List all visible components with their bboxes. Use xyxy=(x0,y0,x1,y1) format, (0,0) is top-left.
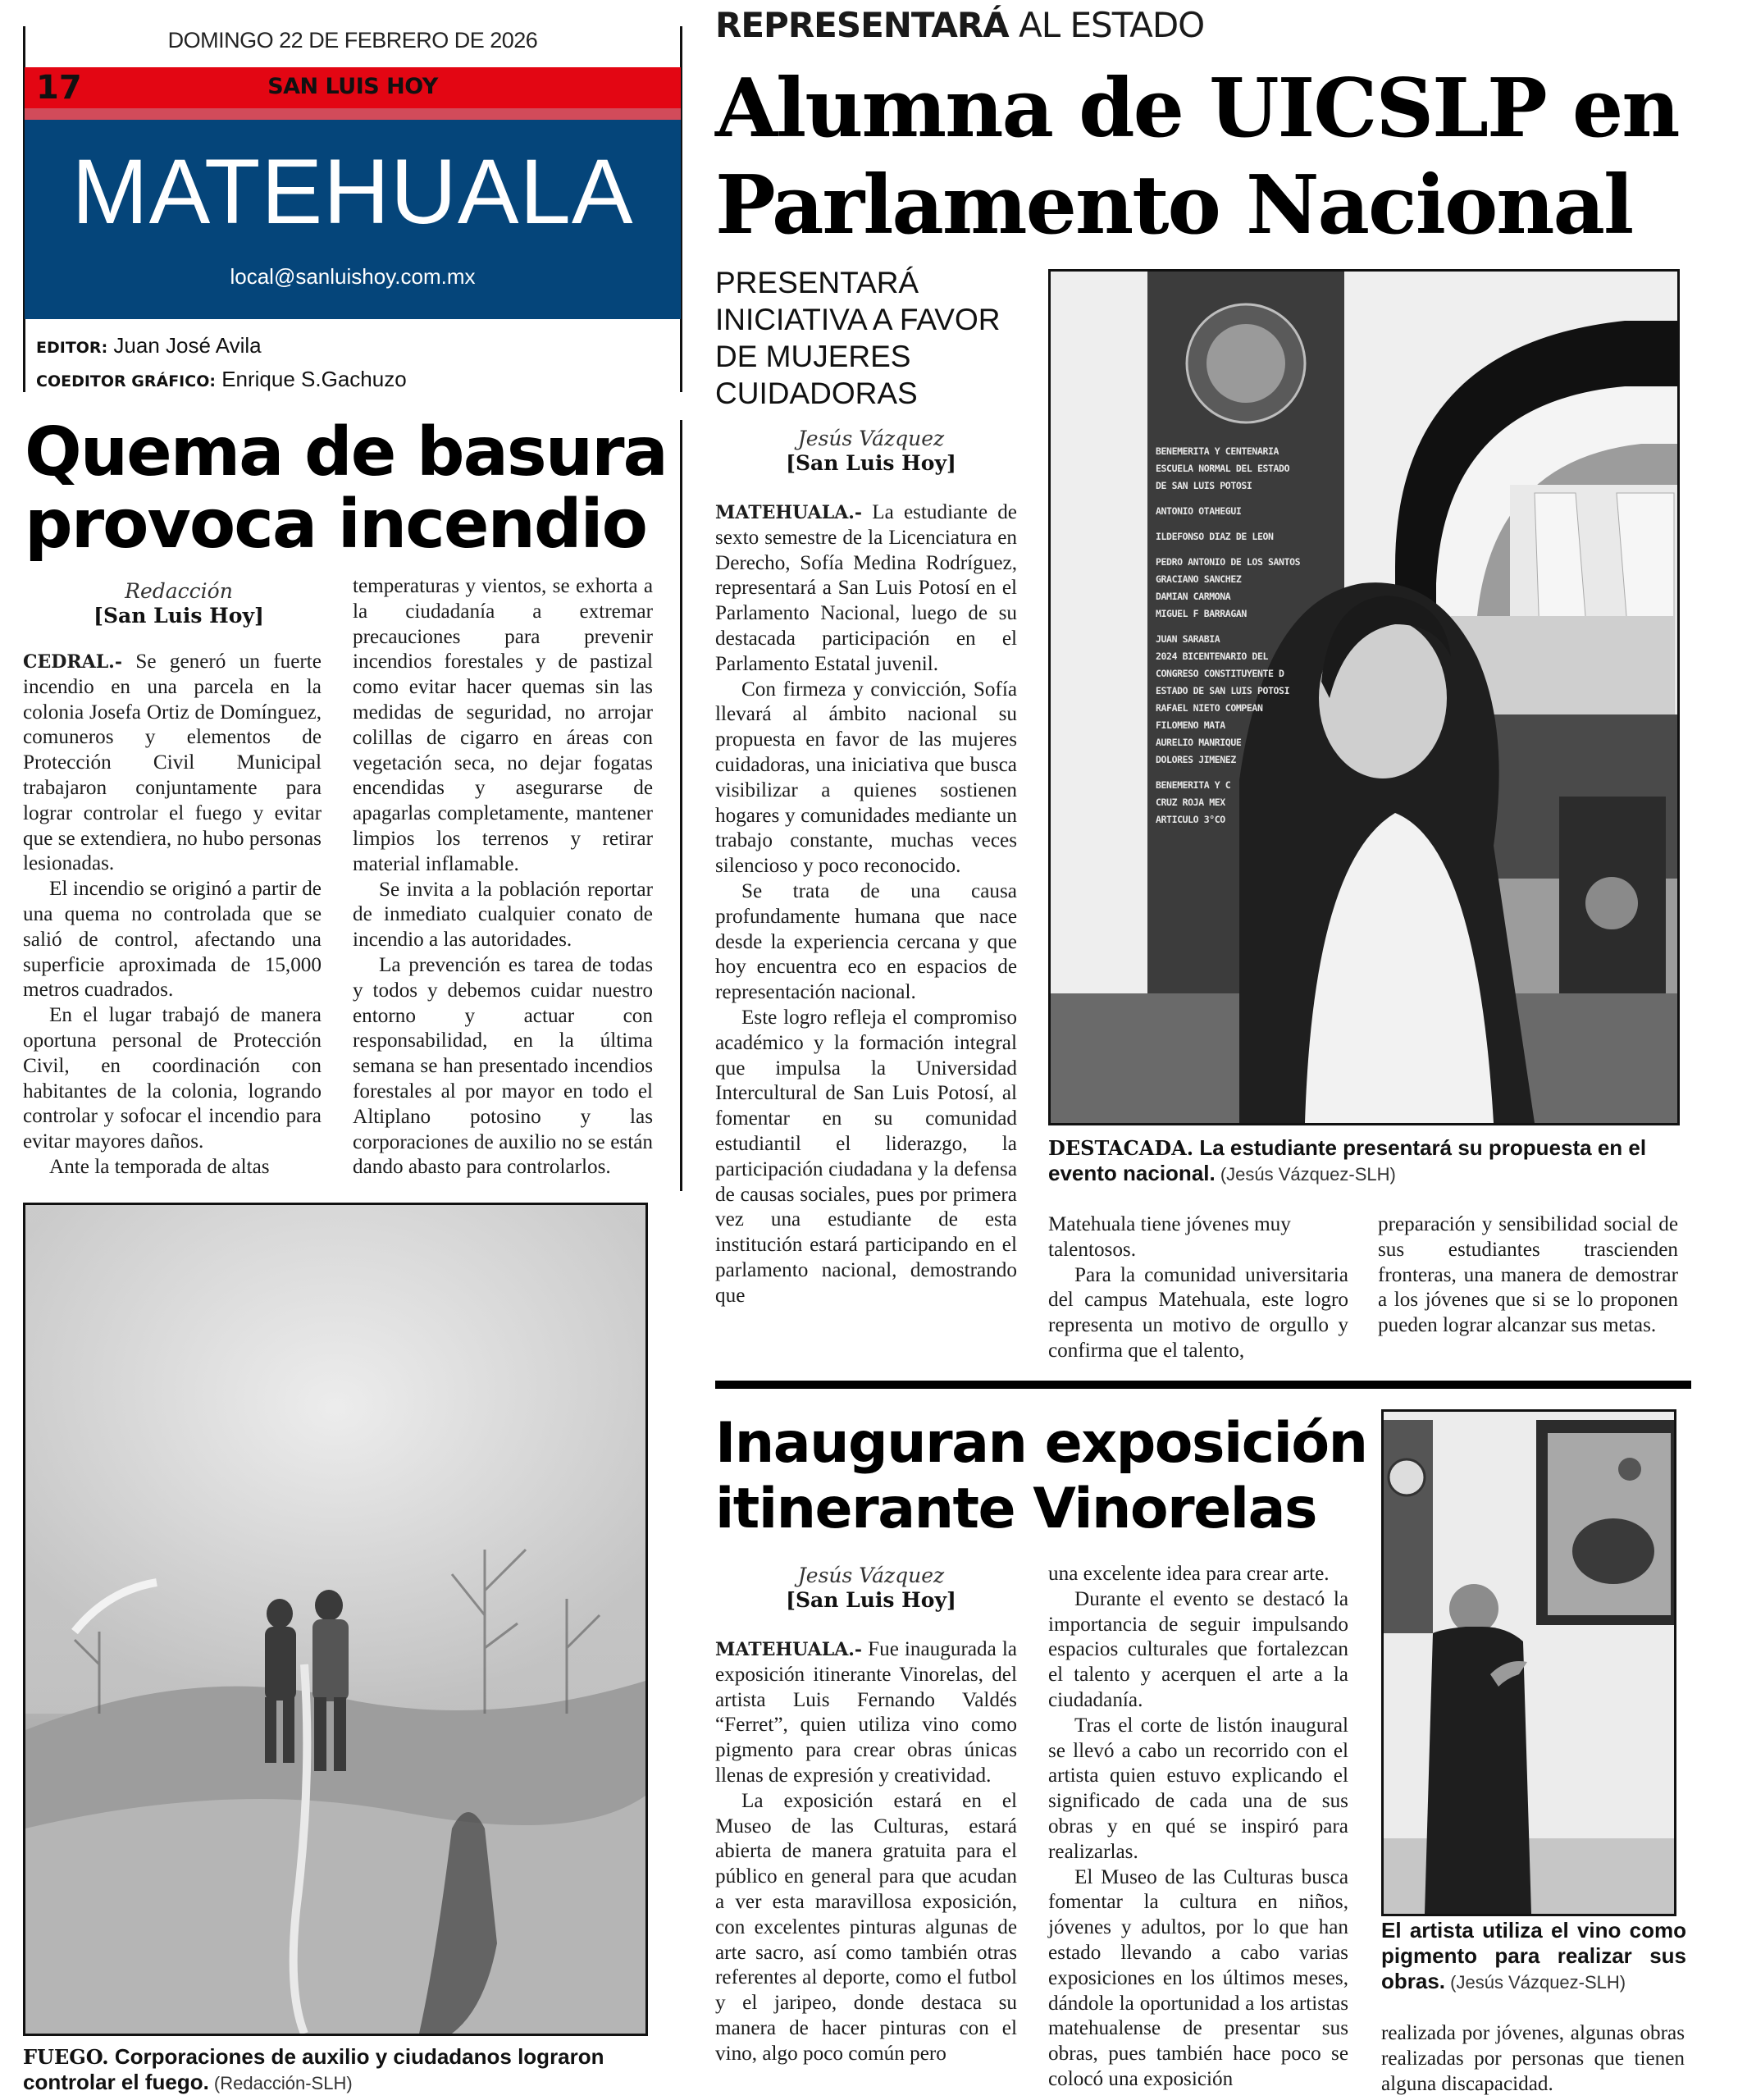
exhibit-paragraph: Tras el corte de listón inaugural se llevó a cabo un recorrido con el artista quien estuvo explicando el significado de cada una de sus obras y en qué se inspiró para realizarlas. xyxy=(1048,1714,1348,1863)
exhibit-paragraph-text: Fue inaugurada la exposición itinerante Vinorelas, del artista Luis Fernando Valdés “Ferret”, quien utiliza vino como pigmento para crear obras únicas llenas de expresión y creatividad. xyxy=(715,1638,1017,1787)
editor-name: Juan José Avila xyxy=(113,333,262,358)
exhibit-headline: Inauguran exposición itinerante Vinorelas xyxy=(715,1411,1367,1541)
fire-caption-text: Corporaciones de auxilio y ciudadanos lograron controlar el fuego. xyxy=(23,2044,604,2094)
coeditor-credit xyxy=(36,363,407,397)
plaque-gap xyxy=(1156,520,1344,528)
plaque-line: GRACIANO SANCHEZ xyxy=(1156,573,1242,585)
plaque-line: CONGRESO CONSTITUYENTE D xyxy=(1156,668,1284,679)
section-title: MATEHUALA xyxy=(71,140,634,243)
fire-paragraph: Se invita a la población reportar de inmediato cualquier conato de incendio a las autoridades. xyxy=(353,878,653,952)
parliament-paragraph: Se trata de una causa profundamente humana que nace desde la experiencia cercana y que hoy encuentra eco en espacios de representación nacional. xyxy=(715,879,1017,1004)
fire-body-col2 xyxy=(353,574,653,1180)
parliament-photo-illustration xyxy=(1051,272,1677,1123)
plaque-line: DE SAN LUIS POTOSI xyxy=(1156,480,1252,491)
parliament-paragraph: Para la comunidad universitaria del campus Matehuala, este logro representa un motivo de orgullo y confirma que el talento, xyxy=(1048,1263,1348,1362)
parliament-photo xyxy=(1048,269,1680,1125)
parliament-byline-outlet: [San Luis Hoy] xyxy=(786,451,956,475)
parliament-body-col2 xyxy=(1048,1212,1348,1364)
plaque-line: CRUZ ROJA MEX xyxy=(1156,797,1225,808)
parliament-deck: PRESENTARÁ INICIATIVA A FAVOR DE MUJERES CUIDADORAS xyxy=(715,266,1001,410)
plaque-line: ANTONIO OTAHEGUI xyxy=(1156,505,1242,517)
plaque-line: BENEMERITA Y CENTENARIA xyxy=(1156,445,1279,457)
exhibit-byline-author: Jesús Vázquez xyxy=(797,1564,945,1587)
fire-paragraph: La prevención es tarea de todas y todos y debemos cuidar nuestro entorno y actuar con responsabilidad, en la última semana se han presentado incendios forestales al por mayor en todo el Altiplano potosino y las corporaciones de auxilio no se están dando abasto para controlarlos. xyxy=(353,953,653,1179)
fire-paragraph: Ante la temporada de altas xyxy=(49,1155,270,1178)
fire-photo-caption xyxy=(23,2044,671,2096)
editor-credit xyxy=(36,330,407,363)
parliament-paragraph: preparación y sensibilidad social de sus estudiantes trascienden fronteras, una manera de demostrar a los jóvenes que si se lo proponen pueden lograr alcanzar sus metas. xyxy=(1378,1213,1678,1337)
newspaper-name: SAN LUIS HOY xyxy=(267,74,438,99)
fire-headline: Quema de basura provoca incendio xyxy=(25,413,667,564)
staff-credits xyxy=(36,330,407,397)
parliament-dateline: MATEHUALA.- xyxy=(715,502,863,523)
parliament-caption-lead: DESTACADA. xyxy=(1048,1136,1194,1160)
parliament-paragraph-text: La estudiante de sexto semestre de la Licenciatura en Derecho, Sofía Medina Rodríguez, representará a San Luis Potosí en el Parlamento Nacional, luego de su destacada participación en el Parlamento Estatal juvenil. xyxy=(715,501,1017,675)
plaque-line: 2024 BICENTENARIO DEL xyxy=(1156,651,1268,662)
fire-byline xyxy=(23,579,335,628)
parliament-paragraph: Matehuala tiene jóvenes muy talentosos. xyxy=(1048,1213,1291,1261)
parliament-headline: Alumna de UICSLP en Parlamento Nacional xyxy=(715,62,1679,253)
parliament-kicker xyxy=(715,5,1205,45)
editor-label: EDITOR xyxy=(36,339,102,357)
fire-byline-outlet: [San Luis Hoy] xyxy=(94,604,264,628)
exhibit-byline xyxy=(715,1564,1027,1613)
plaque-line: PEDRO ANTONIO DE LOS SANTOS xyxy=(1156,556,1301,568)
masthead-red-stripe xyxy=(25,108,681,120)
plaque-line: ILDEFONSO DIAZ DE LEON xyxy=(1156,531,1274,542)
fire-body-col1 xyxy=(23,650,322,1180)
exhibit-paragraph: una excelente idea para crear arte. xyxy=(1048,1563,1330,1585)
fire-paragraph: temperaturas y vientos, se exhorta a la ciudadanía a extremar precauciones para prevenir incendios forestales y de pastizal como evitar hacer quemas sin las medidas de seguridad, no arrojar colillas de cigarro en áreas con vegetación seca, no dejar fogatas encendidas y asegurarse de apagarlas completamente, mantener limpios los terrenos y retirar material inflamable. xyxy=(353,575,653,875)
plaque-gap xyxy=(1156,769,1344,777)
plaque-line: DAMIAN CARMONA xyxy=(1156,591,1231,602)
plaque-line: DOLORES JIMENEZ xyxy=(1156,754,1236,765)
parliament-byline-author: Jesús Vázquez xyxy=(797,427,945,450)
fire-caption-lead: FUEGO. xyxy=(23,2045,109,2069)
exhibit-caption-text: El artista utiliza el vino como pigmento para realizar sus obras. xyxy=(1381,1918,1686,1993)
section-divider xyxy=(715,1381,1691,1389)
section-email-link[interactable]: local@sanluishoy.com.mx xyxy=(230,264,476,289)
parliament-body-col3 xyxy=(1378,1212,1678,1339)
parliament-photo-caption xyxy=(1048,1135,1704,1187)
fire-paragraph: El incendio se originó a partir de una quema no controlada que se salió de control, afectando una superficie aproximada de 15,000 metros cuadrados. xyxy=(23,878,322,1002)
exhibit-photo xyxy=(1381,1409,1676,1916)
plaque-line: AURELIO MANRIQUE xyxy=(1156,737,1242,748)
exhibit-dateline: MATEHUALA.- xyxy=(715,1639,863,1660)
exhibit-paragraph: realizada por jóvenes, algunas obras realizadas por personas que tienen alguna discapacidad. xyxy=(1381,2022,1685,2095)
plaque-line: FILOMENO MATA xyxy=(1156,719,1225,731)
coeditor-name: Enrique S.Gachuzo xyxy=(221,367,407,391)
fire-photo xyxy=(23,1203,648,2036)
exhibit-caption-credit: (Jesús Vázquez-SLH) xyxy=(1445,1972,1626,1993)
fire-dateline: CEDRAL.- xyxy=(23,651,122,673)
plaque-line: ARTICULO 3°CO xyxy=(1156,814,1225,825)
fire-byline-author: Redacción xyxy=(125,579,233,603)
exhibit-body-col3 xyxy=(1381,2021,1685,2097)
plaque-line: ESCUELA NORMAL DEL ESTADO xyxy=(1156,463,1290,474)
parliament-paragraph xyxy=(715,500,1017,678)
fire-caption-credit: (Redacción-SLH) xyxy=(208,2073,353,2093)
exhibit-paragraph: La exposición estará en el Museo de las Culturas, estará abierta de manera gratuita para el público en general para que acudan a ver esta maravillosa exposición, con excelentes pinturas algunas de arte sacro, así como también otras referentes al deporte, como el futbol y el jaripeo, donde destaca su manera de hacer pinturas con el vino, algo poco común pero xyxy=(715,1789,1017,2065)
parliament-caption-credit: (Jesús Vázquez-SLH) xyxy=(1215,1164,1396,1185)
plaque-gap xyxy=(1156,546,1344,554)
editor-colon: : xyxy=(101,339,108,357)
parliament-paragraph: Este logro refleja el compromiso académico y la formación integral que impulsa la Universidad Intercultural de San Luis Potosí, al fomentar en su comunidad estudiantil el liderazgo, la participación ciudadana y la defensa de causas sociales, pues por primera vez una estudiante de esta institución estará participando en el parlamento nacional, demostrando que xyxy=(715,1006,1017,1307)
exhibit-photo-illustration xyxy=(1384,1412,1674,1914)
plaque-line: JUAN SARABIA xyxy=(1156,633,1220,645)
parliament-kicker-bold: REPRESENTARÁ xyxy=(715,5,1009,45)
parliament-caption-text: La estudiante presentará su propuesta en el evento nacional. xyxy=(1048,1135,1647,1185)
fire-paragraph xyxy=(23,650,322,877)
exhibit-paragraph xyxy=(715,1637,1017,1789)
exhibit-byline-outlet: [San Luis Hoy] xyxy=(786,1588,956,1612)
parliament-body-col1 xyxy=(715,500,1017,1309)
parliament-byline xyxy=(715,427,1027,476)
issue-date: DOMINGO 22 DE FEBRERO DE 2026 xyxy=(167,28,538,52)
exhibit-body-col2 xyxy=(1048,1562,1348,2093)
exhibit-paragraph: Durante el evento se destacó la importancia de seguir impulsando espacios culturales que fortalezcan el talento y acerquen el arte a la ciudadanía. xyxy=(1048,1587,1348,1711)
plaque-gap xyxy=(1156,623,1344,631)
coeditor-label: COEDITOR GRÁFICO: xyxy=(36,372,216,390)
plaque-line: ESTADO DE SAN LUIS POTOSI xyxy=(1156,685,1290,696)
fire-paragraph-text: Se generó un fuerte incendio en una parcela en la colonia Josefa Ortiz de Domínguez, comuneros y elementos de Protección Civil Municipal trabajaron conjuntamente para lograr controlar el fuego y evitar que se extendiera, no hubo personas lesionadas. xyxy=(23,651,322,875)
exhibit-photo-caption xyxy=(1381,1918,1686,1995)
plaque-line: BENEMERITA Y C xyxy=(1156,779,1231,791)
parliament-kicker-rest: AL ESTADO xyxy=(1008,5,1205,45)
plaque-text xyxy=(1156,443,1344,829)
plaque-line: RAFAEL NIETO COMPEAN xyxy=(1156,702,1263,714)
exhibit-body-col1 xyxy=(715,1637,1017,2067)
parliament-paragraph: Con firmeza y convicción, Sofía llevará al ámbito nacional su propuesta en favor de las mujeres cuidadoras, una iniciativa que busca visibilizar a quienes sostienen hogares y comunidades mediante un trabajo constante, muchas veces silencioso y poco reconocido. xyxy=(715,678,1017,878)
page-number: 17 xyxy=(36,69,82,107)
fire-paragraph: En el lugar trabajó de manera oportuna personal de Protección Civil, en coordinación con habitantes de la colonia, logrando controlar y sofocar el incendio para evitar mayores daños. xyxy=(23,1004,322,1153)
exhibit-paragraph: El Museo de las Culturas busca fomentar la cultura en niños, jóvenes y adultos, por lo que han estado llevando a cabo varias exposiciones en los últimos meses, dándole la oportunidad a los artistas matehualense de presentar sus obras, pues también hace poco se colocó una exposición xyxy=(1048,1865,1348,2090)
plaque-gap xyxy=(1156,495,1344,503)
fire-photo-illustration xyxy=(25,1205,645,2034)
plaque-line: MIGUEL F BARRAGAN xyxy=(1156,608,1247,619)
